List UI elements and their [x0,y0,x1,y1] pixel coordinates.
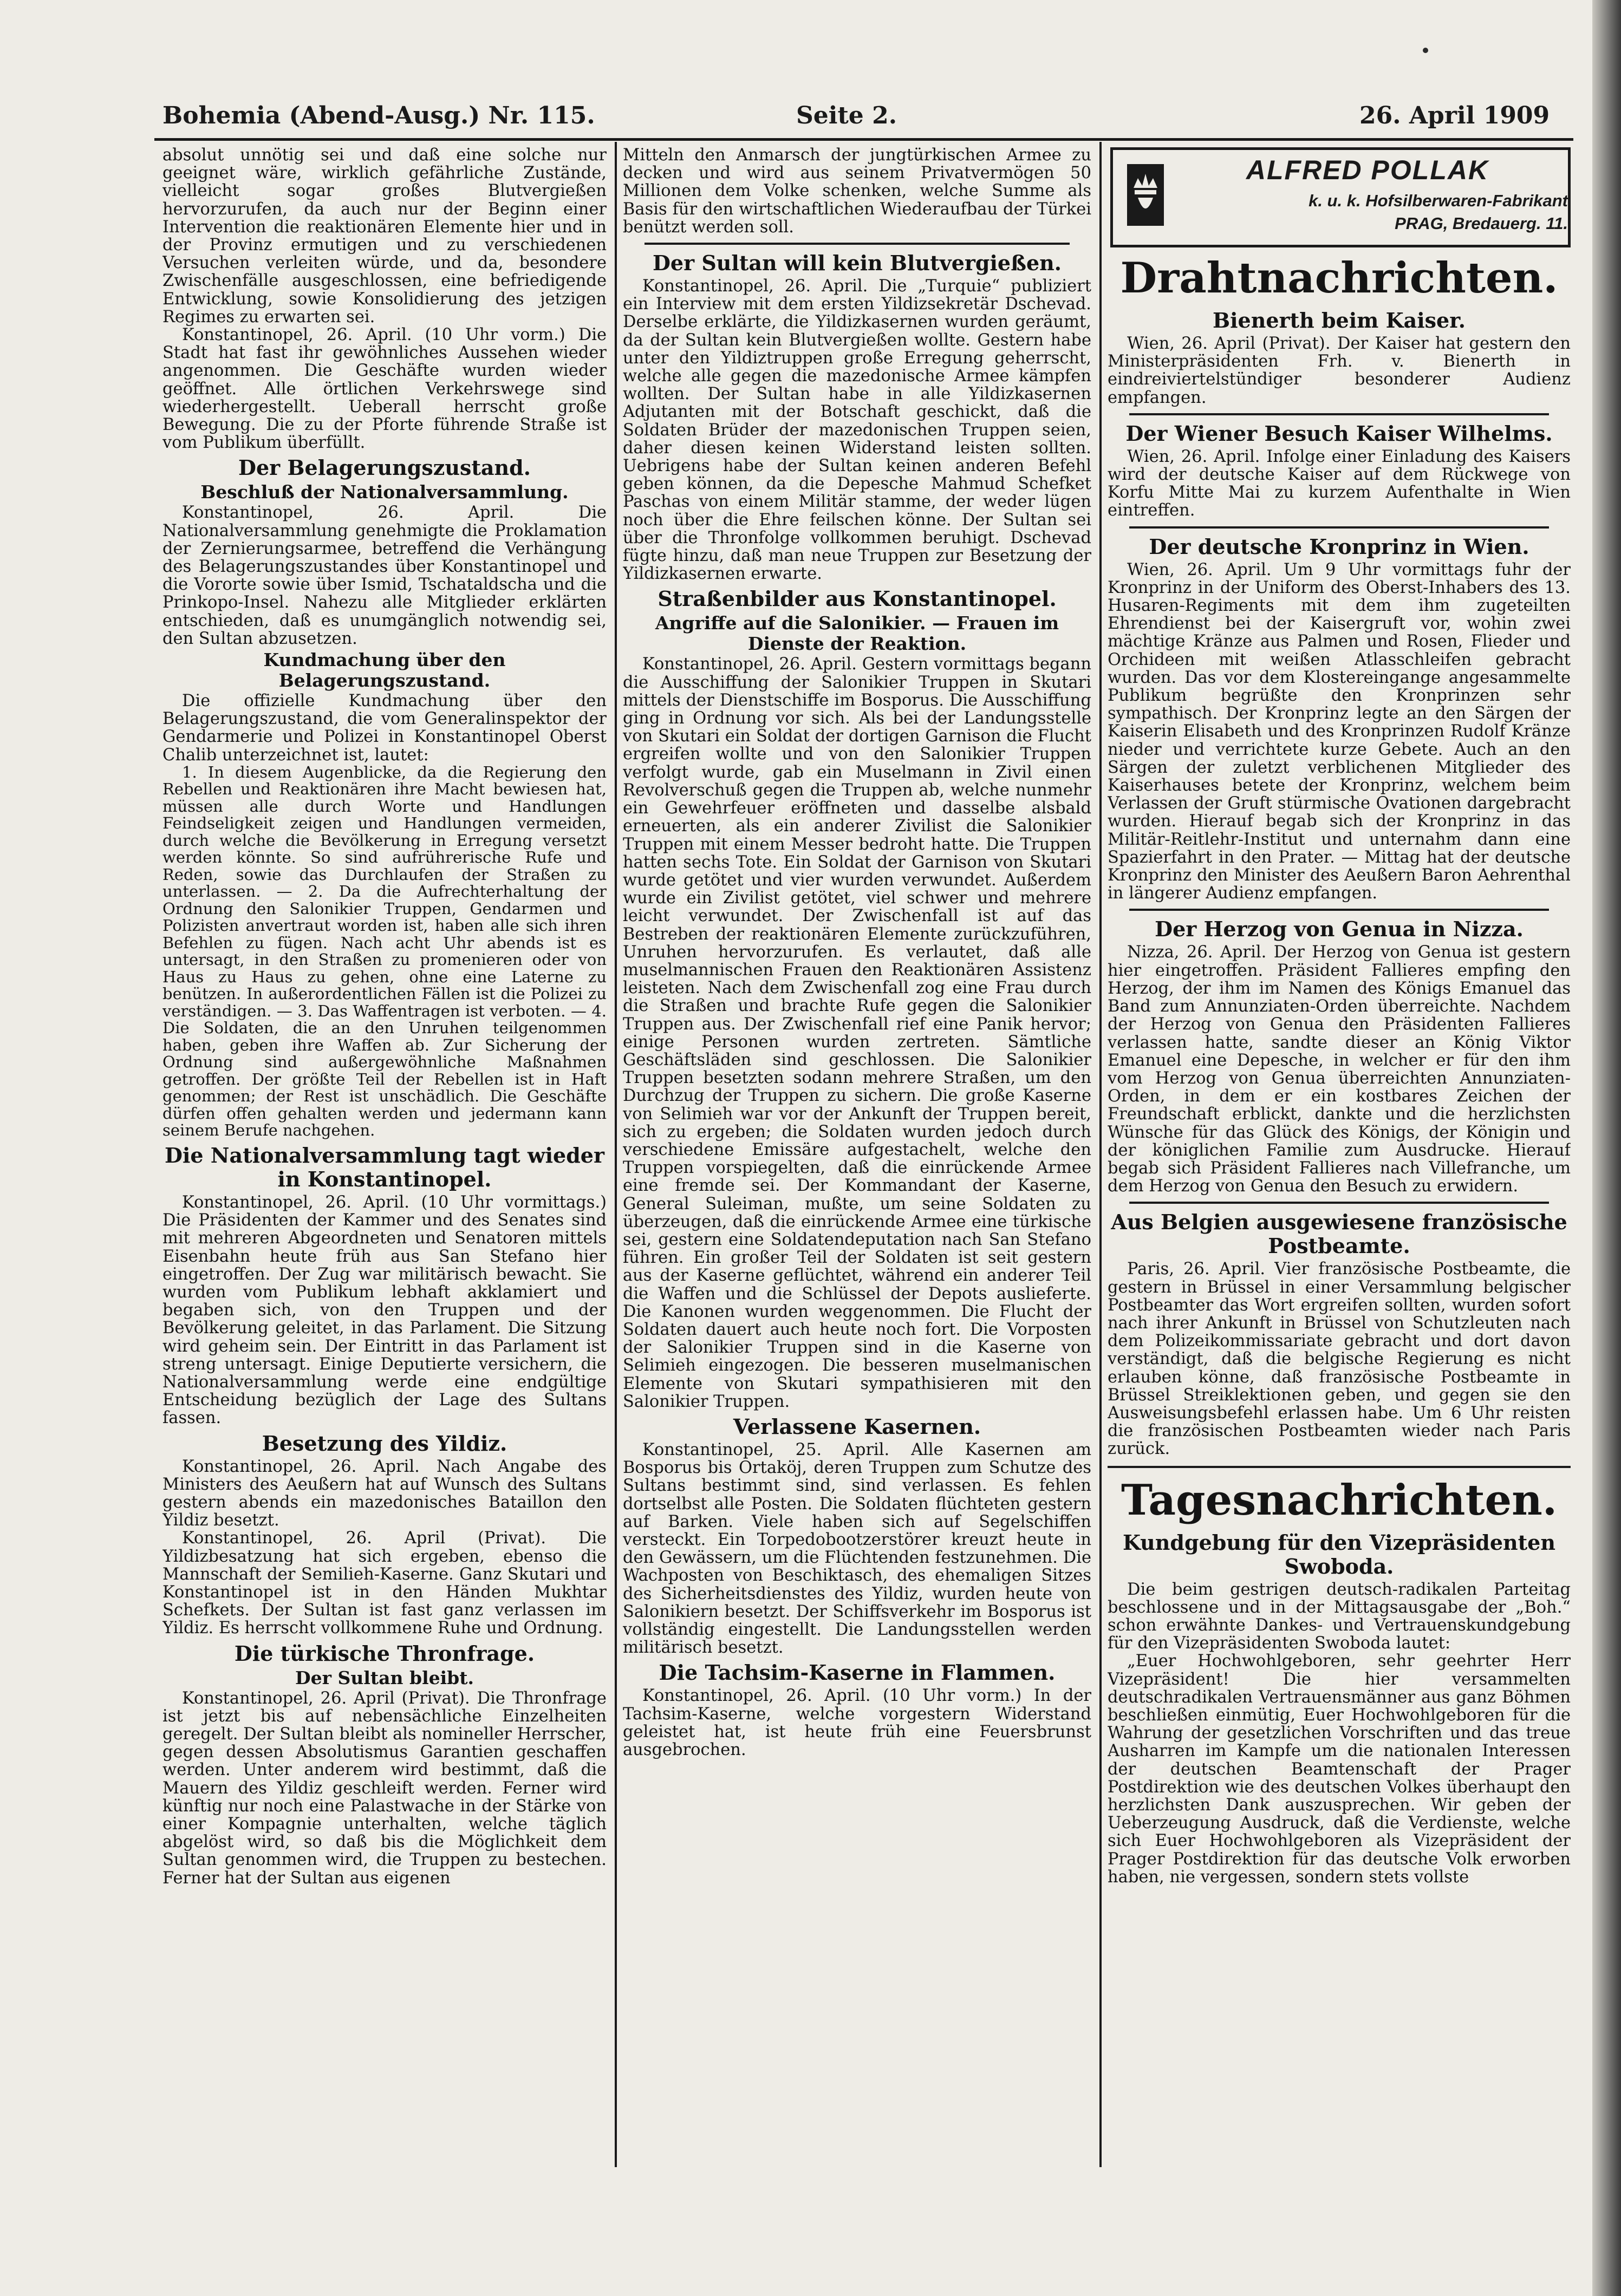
report-paragraph: Konstantinopel, 26. April. (10 Uhr vormittags.) Die Präsidenten der Kammer und des Senates sind mit mehreren Abgeordneten und Senatoren mittels Eisenbahn heute früh aus San Stefano hier eingetroffen. Der Zug war militärisch bewacht. Sie wurden vom Publikum lebhaft akklamiert und begaben sich, von den Truppen und der Bevölkerung geleitet, in das Parlament. Die Sitzung wird geheim sein. Der Eintritt in das Parlament ist streng untersagt. Einige Deputierte versichern, die Nationalversammlung werde eine endgültige Entscheidung bezüglich der Lage des Sultans fassen. [162,1192,607,1428]
report-paragraph: Konstantinopel, 26. April (Privat). Die Yildizbesatzung hat sich ergeben, ebenso die Mannschaft der Semilieh-Kaserne. Ganz Skutari und Konstantinopel ist in den Händen Mukhtar Schefkets. Der Sultan ist fast ganz verlassen im Yildiz. Es herrscht vollkommene Ruhe und Ordnung. [162,1529,607,1638]
article-continuation: Mitteln den Anmarsch der jungtürkischen Armee zu decken und wird aus seinem Privatvermögen 50 Millionen dem Volke schenken, welche Summe als Basis für den wirtschaftlichen Wiederaufbau der Türkei benützt werden soll. [623,146,1091,237]
report-paragraph: Konstantinopel, 26. April. (10 Uhr vorm.) In der Tachsim-Kaserne, welche vorgestern Widerstand geleistet hat, ist heute früh eine Feuersbrunst ausgebrochen. [623,1686,1091,1760]
report-paragraph: Konstantinopel, 26. April. Die Nationalversammlung genehmigte die Proklamation der Zernierungsarmee, betreffend die Verhängung des Belagerungszustandes über Konstantinopel und die Vororte sowie über Ismid, Tschataldscha und die Prinkopo-Insel. Nahezu alle Mitglieder erklärten entschieden, daß es unumgänglich notwendig sei, den Sultan abzusetzen. [162,503,607,648]
advertisement-box [1110,147,1571,247]
section-title-tagesnachrichten: Tagesnachrichten. [1121,1475,1558,1525]
masthead-left: Bohemia (Abend-Ausg.) Nr. 115. [162,102,595,129]
separator-rule [1129,1202,1549,1204]
report-paragraph: Die beim gestrigen deutsch-radikalen Parteitag beschlossene und in der Mittagsausgabe der „Boh.“ schon erwähnte Dankes- und Vertrauenskundgebung für den Vizepräsidenten Swoboda lautet: [1108,1580,1571,1653]
report-paragraph: Konstantinopel, 26. April. Die „Turquie“ publiziert ein Interview mit dem ersten Yildizsekretär Dschevad. Derselbe erklärte, die Yildizkasernen wurden geräumt, da der Sultan kein Blutvergießen wollte. Gestern habe unter den Yildiztruppen große Erregung geherrscht, welche alle gegen die mazedonische Armee kämpfen wollten. Der Sultan habe in alle Yildizkasernen Adjutanten mit der Botschaft geschickt, daß die Soldaten Brüder der mazedonischen Truppen seien, daher diesen keinen Widerstand leisten sollten. Uebrigens habe der Sultan keinen anderen Befehl geben können, da die Depesche Mahmud Schefket Paschas von einem Militär stamme, der weder lügen noch über die Ehre feilschen könne. Der Sultan sei über die Thronfolge vollkommen beruhigt. Dschevad fügte hinzu, daß man neue Truppen zur Besetzung der Yildizkasernen erwarte. [623,277,1091,584]
headline-belgien: Aus Belgien ausgewiesene französische Postbeamte. [1111,1210,1567,1258]
report-paragraph: Wien, 26. April (Privat). Der Kaiser hat gestern den Ministerpräsidenten Frh. v. Bienerth in eindreiviertelstündiger besonderer Audienz empfangen. [1108,334,1571,407]
subhead-beschluss: Beschluß der Nationalversammlung. [200,481,569,503]
separator-rule [1129,909,1549,911]
column-3 [1108,249,1571,2171]
report-paragraph: Konstantinopel, 26. April. (10 Uhr vorm.) Die Stadt hat fast ihr gewöhnliches Aussehen wieder angenommen. Die Geschäfte wurden wieder geöffnet. Alle örtlichen Verkehrswege sind wiederhergestellt. Ueberall herrscht große Bewegung. Die zu der Pforte führende Straße ist vom Publikum überfüllt. [162,325,607,453]
section-rule [1108,1466,1571,1468]
headline-tachsim: Die Tachsim-Kaserne in Flammen. [659,1660,1056,1685]
report-paragraph: Wien, 26. April. Um 9 Uhr vormittags fuhr der Kronprinz in der Uniform des Oberst-Inhabers des 13. Husaren-Regiments mit dem ihm zugeteilten Ehrendienst bei der Kaisergruft vor, wohin zwei mächtige Kränze aus Palmen und Rosen, Flieder und Orchideen mit weißen Atlasschleifen gebracht wurden. Das vor dem Klostereingange angesammelte Publikum begrüßte den Kronprinzen sehr sympathisch. Der Kronprinz legte an den Särgen der Kaiserin Elisabeth und des Kronprinzen Rudolf Kränze nieder und verrichtete kurze Gebete. Auch an den Särgen der zuletzt verblichenen Mitglieder des Kaiserhauses betete der Kronprinz, welchem beim Verlassen der Gruft stürmische Ovationen dargebracht wurden. Hierauf begab sich der Kronprinz in das Militär-Reitlehr-Institut und unternahm dann eine Spazierfahrt in den Prater. — Mittag hat der deutsche Kronprinz den Minister des Aeußern Baron Aehrenthal in längerer Audienz empfangen. [1108,560,1571,903]
report-paragraph: Nizza, 26. April. Der Herzog von Genua ist gestern hier eingetroffen. Präsident Fallieres empfing den Herzog, der ihm im Namen des Königs Emanuel das Band zum Annunziaten-Orden überreichte. Nachdem der Herzog von Genua den Präsidenten Fallieres verlassen hatte, sandte dieser an König Viktor Emanuel eine Depesche, in welcher er für den ihm vom Herzog von Genua überreichten Annunziaten-Orden, in dem er ein kostbares Zeichen der Freundschaft erblickt, dankte und die herzlichsten Wünsche für das Glück des Königs, der Königin und der königlichen Familie zum Ausdrucke. Hierauf begab sich Präsident Fallieres nach Villefranche, um dem Herzog von Genua den Besuch zu erwidern. [1108,943,1571,1196]
print-speck [1423,48,1428,53]
headline-verlassene-kasernen: Verlassene Kasernen. [733,1414,981,1439]
letter-text: „Euer Hochwohlgeboren, sehr geehrter Herr Vizepräsident! Die hier versammelten deutschradikalen Vertrauensmänner aus ganz Böhmen beschließen einmütig, Euer Hochwohlgeboren für die Wahrung der gesetzlichen Vorschriften und das treue Ausharren im Kampfe um die nationalen Interessen der deutschen Beamtenschaft der Prager Postdirektion wie des deutschen Volkes überhaupt den herzlichsten Dank auszusprechen. Wir geben der Ueberzeugung Ausdruck, daß die Verdienste, welche sich Euer Hochwohlgeboren als Vizepräsident der Prager Postdirektion für das deutsche Volk erworben haben, nie vergessen, sondern stets vollste [1108,1652,1571,1887]
subhead-sultan-bleibt: Der Sultan bleibt. [295,1667,474,1688]
headline-belagerung: Der Belagerungszustand. [238,455,531,480]
headline-kundgebung: Kundgebung für den Vizepräsidenten Swoboda. [1122,1530,1555,1578]
report-paragraph: Wien, 26. April. Infolge einer Einladung des Kaisers wird der deutsche Kaiser auf dem Rückwege von Korfu Mitte Mai zu kurzem Aufenthalte in Wien eintreffen. [1108,447,1571,520]
report-paragraph: Konstantinopel, 26. April. Nach Angabe des Ministers des Aeußern hat auf Wunsch des Sultans gestern abends ein mazedonisches Bataillon den Yildiz besetzt. [162,1457,607,1530]
headline-thronfrage: Die türkische Thronfrage. [234,1641,535,1666]
headline-genua: Der Herzog von Genua in Nizza. [1155,917,1524,942]
proclamation-text: 1. In diesem Augenblicke, da die Regierung den Rebellen und Reaktionären ihre Macht bewiesen hat, müssen alle durch Worte und Handlungen Feindseligkeit zeigen und Handlungen vermeiden, durch welche die Bevölkerung in Erregung versetzt werden könnte. So sind aufrührerische Rufe und Reden, sowie das Durchlaufen der Straßen zu unterlassen. — 2. Da die Aufrechterhaltung der Ordnung den Salonikier Truppen, Gendarmen und Polizisten anvertraut worden ist, haben alle sich ihren Befehlen zu fügen. Nach acht Uhr abends ist es untersagt, in den Straßen zu promenieren oder von Haus zu Haus zu gehen, ohne eine Laterne zu benützen. In außerordentlichen Fällen ist die Polizei zu verständigen. — 3. Das Waffentragen ist verboten. — 4. Die Soldaten, die an den Unruhen teilgenommen haben, geben ihre Waffen ab. Zur Sicherung der Ordnung sind außergewöhnliche Maßnahmen getroffen. Der größte Teil der Rebellen ist in Haft genommen; der Rest ist unschädlich. Die Geschäfte dürfen offen gehalten werden und jedermann kann seinem Berufe nachgehen. [162,762,607,1140]
advertiser-address: PRAG, Bredauerg. 11. [1395,214,1568,233]
headline-nationalversammlung: Die Nationalversammlung tagt wieder in Konstantinopel. [165,1143,604,1191]
headline-strassenbilder: Straßenbilder aus Konstantinopel. [657,586,1057,611]
headline-yildiz: Besetzung des Yildiz. [262,1431,507,1456]
article-continuation: absolut unnötig sei und daß eine solche nur geeignet wäre, wirklich gefährliche Zustände, vielleicht sogar großes Blutvergießen hervorzurufen, da auch nur der Beginn einer Intervention die reaktionären Elemente hier und in der Provinz ermutigen und zu verschiedenen Versuchen verleiten würde, und da, besondere Zwischenfälle ausgeschlossen, eine befriedigende Entwicklung, sowie Konsolidierung des jetzigen Regimes zu erwarten sei. [162,146,607,327]
crown-emblem-icon [1124,160,1167,230]
headline-bienerth: Bienerth beim Kaiser. [1212,308,1466,332]
subhead-angriffe: Angriffe auf die Salonikier. — Frauen im Dienste der Reaktion. [655,612,1059,655]
section-title-drahtnachrichten: Drahtnachrichten. [1120,253,1558,303]
advertiser-name: ALFRED POLLAK [1246,155,1489,185]
page-number: Seite 2. [796,102,897,129]
report-paragraph: Konstantinopel, 26. April (Privat). Die Thronfrage ist jetzt bis auf nebensächliche Einzelheiten geregelt. Der Sultan bleibt als nomineller Herrscher, gegen dessen Absolutismus Garantien geschaffen werden. Unter anderem wird bestimmt, daß die Mauern des Yildiz geschleift werden. Ferner wird künftig nur noch eine Palastwache in der Stärke von einer Kompagnie unterhalten, welche täglich abgelöst wird, so daß bis die Möglichkeit dem Sultan genommen wird, die Truppen zu bestechen. Ferner hat der Sultan aus eigenen [162,1688,607,1888]
separator-rule [1129,526,1549,529]
issue-date: 26. April 1909 [1359,102,1550,129]
subhead-kundmachung: Kundmachung über den Belagerungszustand. [263,649,506,692]
separator-rule [645,243,1070,245]
headline-sultan-blutvergiessen: Der Sultan will kein Blutvergießen. [652,251,1062,276]
column-2 [623,146,1091,2171]
headline-kronprinz: Der deutsche Kronprinz in Wien. [1149,534,1529,559]
report-paragraph: Konstantinopel, 25. April. Alle Kasernen am Bosporus bis Ortaköj, deren Truppen zum Schutze des Sultans bestimmt sind, sind verlassen. Es fehlen dortselbst alle Posten. Die Soldaten flüchteten gestern auf Barken. Viele haben sich auf Segelschiffen versteckt. Ein Torpedobootzerstörer kreuzt heute in den Gewässern, um die Flüchtenden festzunehmen. Die Wachposten von Beschiktasch, des ehemaligen Sitzes des Sicherheitsdienstes des Yildiz, wurden heute von Salonikiern besetzt. Der Schiffsverkehr im Bosporus ist vollständig eingestellt. Die Landungsstellen werden militärisch besetzt. [623,1440,1091,1658]
report-paragraph: Die offizielle Kundmachung über den Belagerungszustand, die vom Generalinspektor der Gendarmerie und Polizei in Konstantinopel Oberst Chalib unterzeichnet ist, lautet: [162,692,607,765]
headline-kaiser-wilhelm: Der Wiener Besuch Kaiser Wilhelms. [1125,421,1553,446]
page-edge-shadow [1592,0,1621,2296]
header-rule [154,138,1573,141]
report-paragraph: Konstantinopel, 26. April. Gestern vormittags begann die Ausschiffung der Salonikier Truppen in Skutari mittels der Dienstschiffe im Bosporus. Die Ausschiffung ging in Ordnung vor sich. Als bei der Landungsstelle von Skutari ein Soldat der dortigen Garnison die Flucht ergreifen wollte und von den Salonikier Truppen verfolgt wurde, gab ein Muselmann in Zivil einen Revolverschuß gegen die Truppen ab, welche nunmehr ein Gewehrfeuer eröffneten und dasselbe alsbald erneuerten, als ein anderer Zivilist die Salonikier Truppen mit einem Messer bedroht hatte. Die Truppen hatten sechs Tote. Ein Soldat der Garnison von Skutari wurde getötet und vier wurden verwundet. Außerdem wurde ein Zivilist getötet, viel schwer und mehrere leicht verwundet. Der Zwischenfall ist auf das Bestreben der reaktionären Elemente zurückzuführen, Unruhen hervorzurufen. Es verlautet, daß alle muselmannischen Frauen den Reaktionären Assistenz leisteten. Nach dem Zwischenfall zog eine Frau durch die Straßen und brachte Rufe gegen die Salonikier Truppen aus. Der Zwischenfall rief eine Panik hervor; einige Personen wurden zertreten. Sämtliche Geschäftsläden sind geschlossen. Die Salonikier Truppen besetzten sodann mehrere Straßen, um den Durchzug der Truppen zu sichern. Die große Kaserne von Selimieh war vor der Ankunft der Truppen bereit, sich zu ergeben; die Soldaten wurden jedoch durch verschiedene Emissäre aufgestachelt, welche den Truppen vorspiegelten, daß die einrückende Armee eine fremde sei. Der Kommandant der Kaserne, General Suleiman, mußte, um seine Soldaten zu überzeugen, daß die einrückende Armee eine türkische sei, gestern eine Soldatendeputation nach San Stefano führen. Ein großer Teil der Soldaten ist seit gestern aus der Kaserne geflüchtet, während ein anderer Teil die Waffen und die Schlüssel der Depots auslieferte. Die Kanonen wurden weggenommen. Die Flucht der Soldaten dauert auch heute noch fort. Die Vorposten der Salonikier Truppen sind in die Kaserne von Selimieh eingezogen. Die besseren muselmanischen Elemente von Skutari sympathisieren mit den Salonikier Truppen. [623,655,1091,1411]
column-1 [162,146,607,2171]
column-rule-1 [615,142,617,2167]
column-rule-2 [1099,142,1102,2167]
separator-rule [1129,413,1549,415]
report-paragraph: Paris, 26. April. Vier französische Postbeamte, die gestern in Brüssel in einer Versammlung belgischer Postbeamter das Wort ergreifen sollten, wurden sofort nach ihrer Ankunft in Brüssel von Schutzleuten nach dem Polizeikommissariate gebracht und dort davon verständigt, daß die belgische Regierung es nicht erlauben könne, daß französische Postbeamte in Brüssel Streiklektionen geben, und gegen sie den Ausweisungsbefehl erlassen habe. Um 6 Uhr reisten die französischen Postbeamten wieder nach Paris zurück. [1108,1260,1571,1459]
advertiser-title: k. u. k. Hofsilberwaren-Fabrikant [1308,191,1568,210]
